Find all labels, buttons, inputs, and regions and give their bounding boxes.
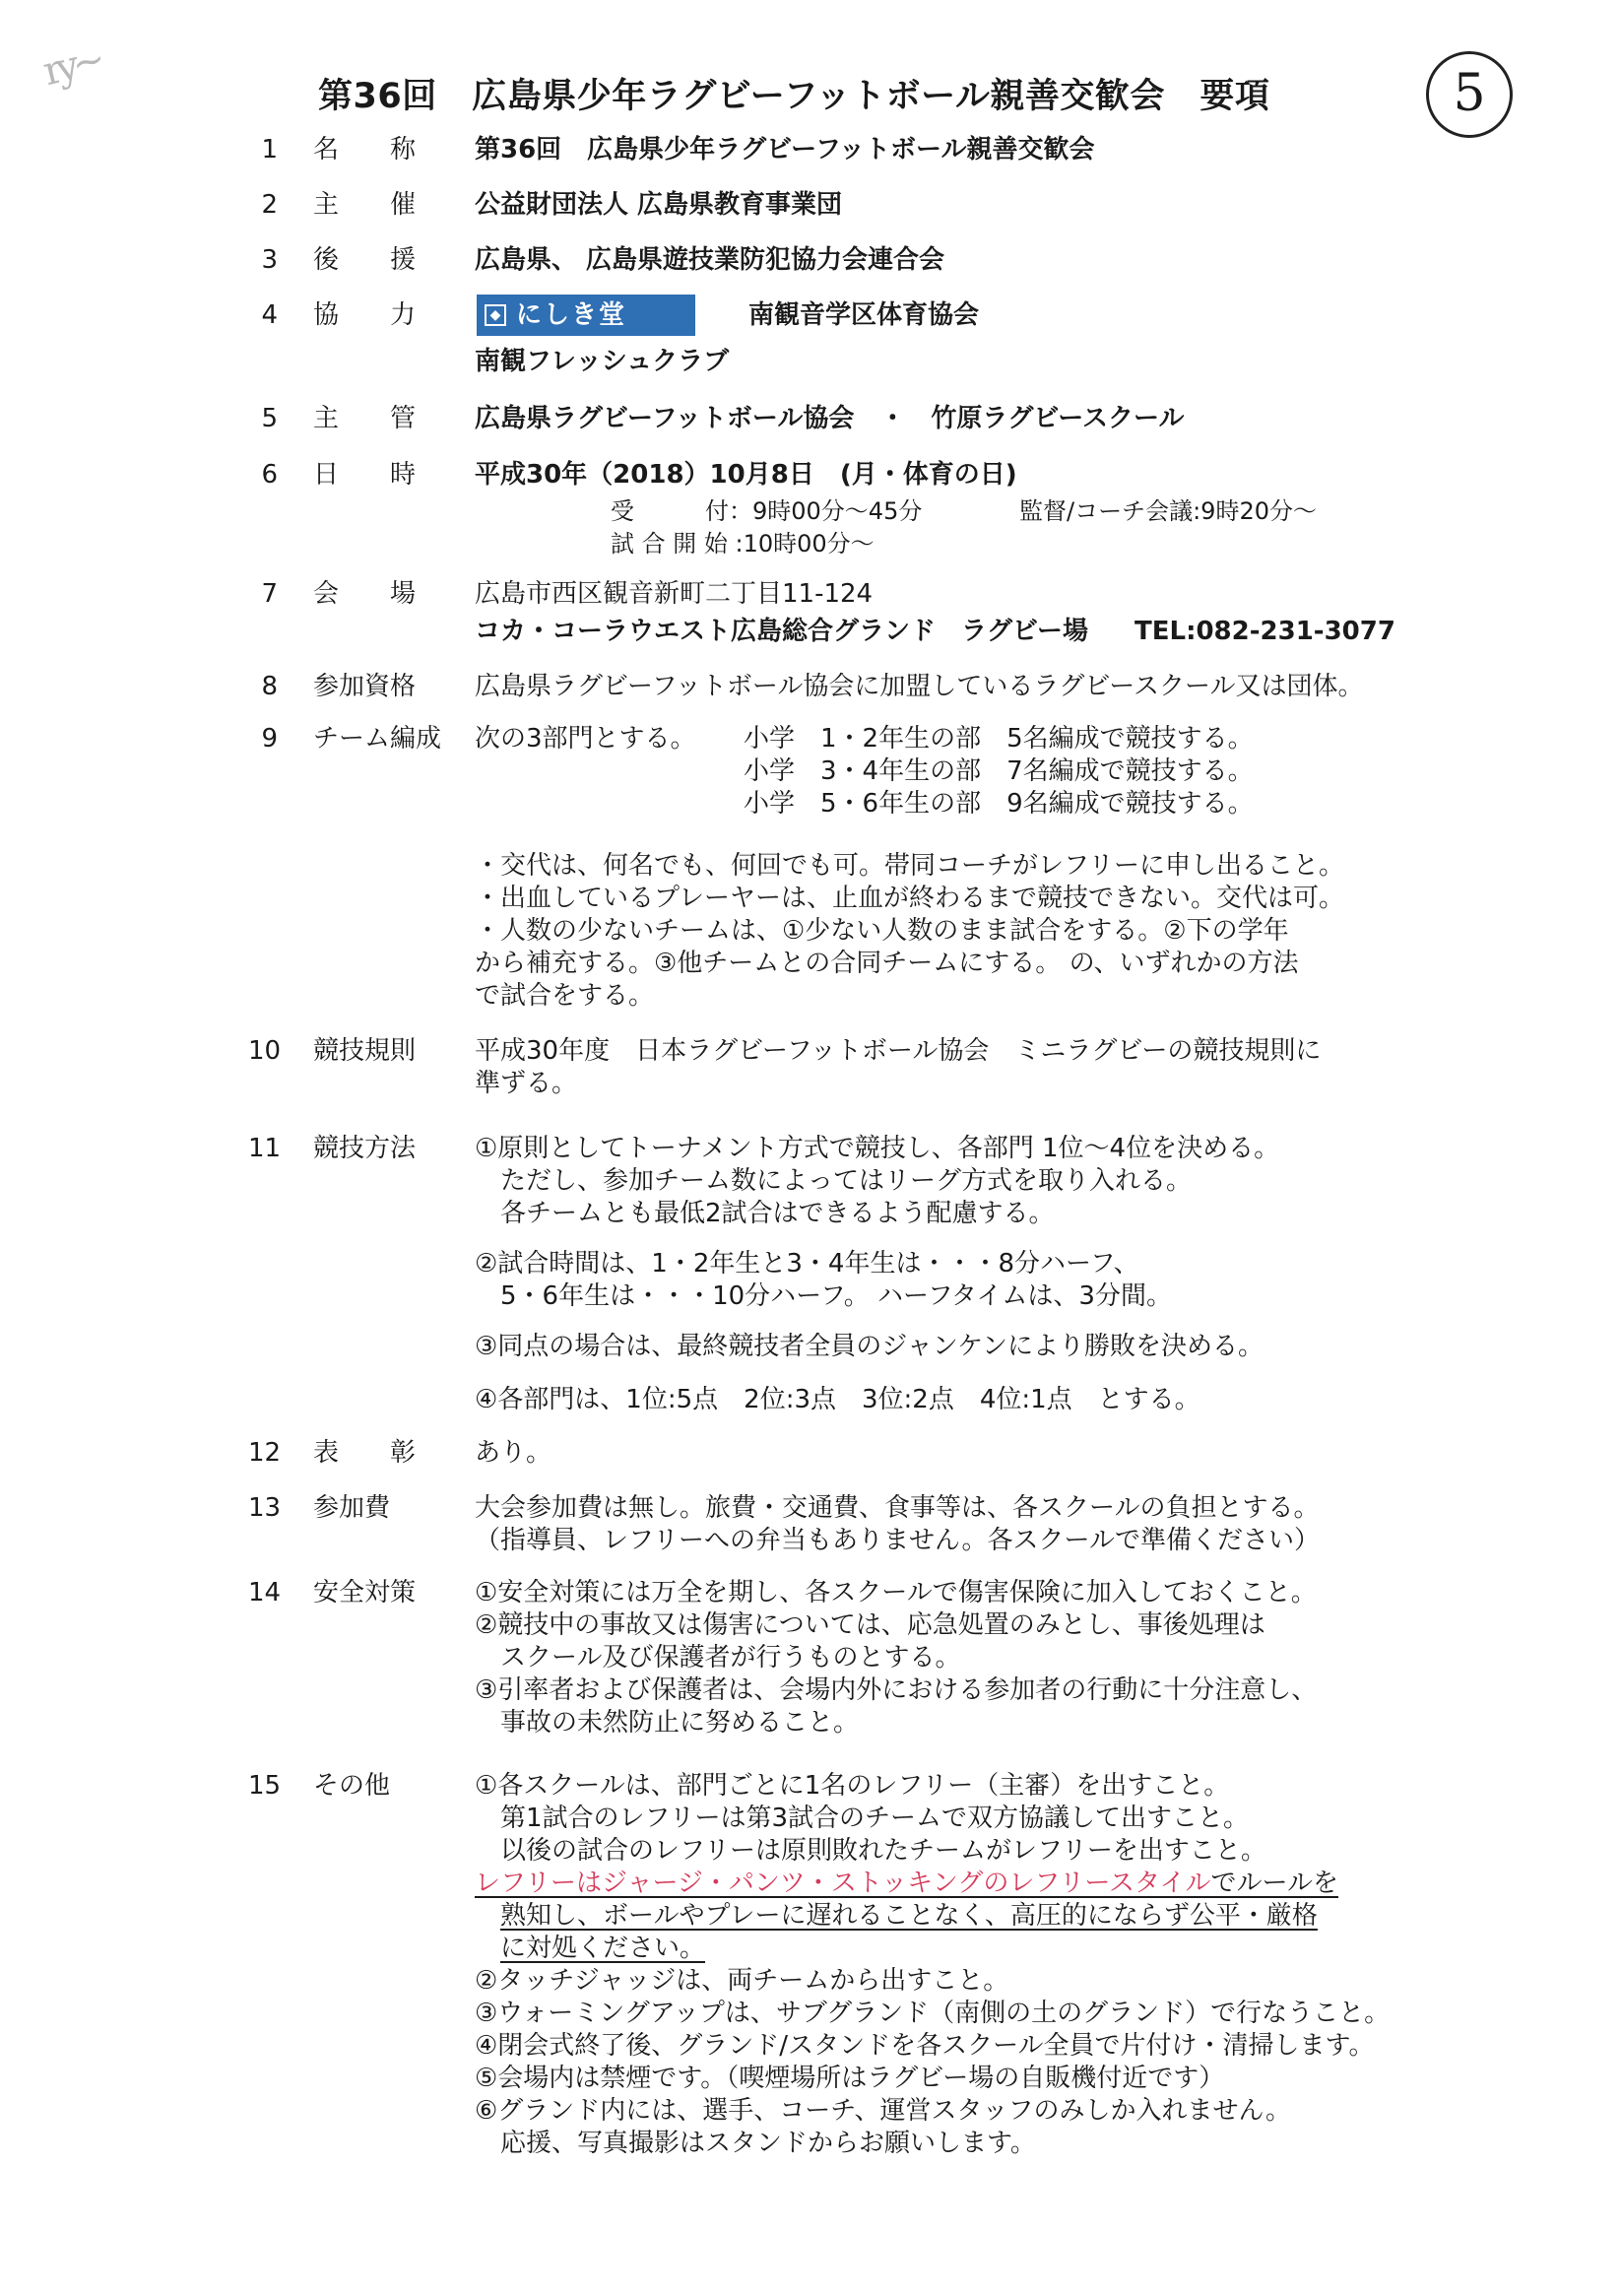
item-value: 広島県、 広島県遊技業防犯協力会連合会 <box>475 245 945 275</box>
item-line: ②試合時間は、1・2年生と3・4年生は・・・8分ハーフ、 <box>475 1249 1139 1279</box>
venue-name: コカ・コーラウエスト広島総合グランド ラグビー場 <box>475 617 1088 646</box>
item-label: 名 称 <box>313 135 417 164</box>
item-line: ③同点の場合は、最終競技者全員のジャンケンにより勝敗を決める。 <box>475 1332 1264 1361</box>
item-number: 14 <box>248 1578 282 1607</box>
item-number: 7 <box>261 579 278 609</box>
item-number: 10 <box>248 1036 282 1066</box>
item-number: 6 <box>261 460 278 490</box>
item-line: 5・6年生は・・・10分ハーフ。 ハーフタイムは、3分間。 <box>475 1281 1172 1311</box>
division-1: 小学 1・2年生の部 5名編成で競技する。 <box>744 724 1254 754</box>
item-number: 5 <box>261 404 278 433</box>
start-time: 試 合 開 始 :10時00分～ <box>611 530 875 558</box>
item-label: 競技規則 <box>313 1036 417 1066</box>
item-number: 8 <box>261 672 278 701</box>
item-label: 表 彰 <box>313 1438 417 1468</box>
item-value-2: 南観フレッシュクラブ <box>475 347 730 376</box>
item-line: ①安全対策には万全を期し、各スクールで傷害保険に加入しておくこと。 <box>475 1578 1317 1607</box>
note-line: ・交代は、何名でも、何回でも可。帯同コーチがレフリーに申し出ること。 <box>475 851 1344 881</box>
note-line: から補充する。③他チームとの合同チームにする。 の、いずれかの方法 <box>475 949 1299 978</box>
nishikido-logo-text: にしき堂 <box>516 300 627 330</box>
item-label: その他 <box>313 1771 391 1801</box>
note-line: ・人数の少ないチームは、①少ない人数のまま試合をする。②下の学年 <box>475 916 1289 946</box>
item-value: 第36回 広島県少年ラグビーフットボール親善交歓会 <box>475 135 1095 164</box>
item-line: 第1試合のレフリーは第3試合のチームで双方協議して出すこと。 <box>475 1804 1250 1833</box>
item-number: 13 <box>248 1493 282 1523</box>
item-value: 次の3部門とする。 <box>475 724 696 754</box>
item-line: ②タッチジャッジは、両チームから出すこと。 <box>475 1966 1009 1996</box>
meeting-time: 監督/コーチ会議:9時20分～ <box>1019 497 1317 525</box>
item-value: あり。 <box>475 1438 552 1468</box>
item-number: 4 <box>261 300 278 330</box>
item-line: 応援、写真撮影はスタンドからお願いします。 <box>475 2129 1036 2158</box>
item-line: ①原則としてトーナメント方式で競技し、各部門 1位～4位を決める。 <box>475 1134 1280 1163</box>
item-value: 南観音学区体育協会 <box>748 300 980 330</box>
item-number: 3 <box>261 245 278 275</box>
item-number: 11 <box>248 1134 282 1163</box>
item-line: ④各部門は、1位:5点 2位:3点 3位:2点 4位:1点 とする。 <box>475 1385 1200 1414</box>
note-line: で試合をする。 <box>475 981 655 1011</box>
page-number: 5 <box>1426 51 1513 138</box>
nishikido-logo <box>477 295 695 336</box>
item-value: 平成30年（2018）10月8日 (月・体育の日) <box>475 460 1017 490</box>
item-label: 後 援 <box>313 245 417 275</box>
item-label: 安全対策 <box>313 1578 417 1607</box>
item-label: チーム編成 <box>313 724 442 754</box>
item-label: 主 管 <box>313 404 417 433</box>
item-line: 事故の未然防止に努めること。 <box>475 1708 860 1738</box>
item-number: 2 <box>261 190 278 220</box>
item-line: ⑥グランド内には、選手、コーチ、運営スタッフのみしか入れません。 <box>475 2096 1292 2126</box>
item-line: ③ウォーミングアップは、サブグランド（南側の土のグランド）で行なうこと。 <box>475 1999 1391 2028</box>
underlined-text: でルールを <box>1210 1869 1338 1898</box>
referee-style-red-text: レフリーはジャージ・パンツ・ストッキングのレフリースタイル <box>475 1869 1211 1898</box>
item-label: 主 催 <box>313 190 417 220</box>
item-number: 15 <box>248 1771 282 1801</box>
item-line: ⑤会場内は禁煙です。（喫煙場所はラグビー場の自販機付近です） <box>475 2064 1225 2093</box>
item-line: ただし、参加チーム数によってはリーグ方式を取り入れる。 <box>475 1166 1193 1196</box>
item-line: ③引率者および保護者は、会場内外における参加者の行動に十分注意し、 <box>475 1675 1318 1705</box>
item-line: ④閉会式終了後、グランド/スタンドを各スクール全員で片付け・清掃します。 <box>475 2031 1375 2061</box>
item-value: 広島県ラグビーフットボール協会に加盟しているラグビースクール又は団体。 <box>475 672 1364 701</box>
item-line: ①各スクールは、部門ごとに1名のレフリー（主審）を出すこと。 <box>475 1771 1230 1801</box>
item-number: 1 <box>261 135 278 164</box>
item-line: 大会参加費は無し。旅費・交通費、食事等は、各スクールの負担とする。 <box>475 1493 1320 1523</box>
item-line: 準ずる。 <box>475 1069 578 1098</box>
underlined-line: に対処ください。 <box>500 1934 706 1963</box>
item-line: 以後の試合のレフリーは原則敗れたチームがレフリーを出すこと。 <box>475 1836 1266 1866</box>
nishikido-mark-icon: ◆ <box>485 304 506 326</box>
page-title: 第36回 広島県少年ラグビーフットボール親善交歓会 要項 <box>318 77 1270 116</box>
division-3: 小学 5・6年生の部 9名編成で競技する。 <box>744 789 1254 819</box>
item-label: 日 時 <box>313 460 417 490</box>
underlined-line: 熟知し、ボールやプレーに遅れることなく、高圧的にならず公平・厳格 <box>500 1901 1318 1931</box>
item-label: 協 力 <box>313 300 417 330</box>
note-line: ・出血しているプレーヤーは、止血が終わるまで競技できない。交代は可。 <box>475 884 1344 913</box>
item-line: 各チームとも最低2試合はできるよう配慮する。 <box>475 1199 1055 1228</box>
item-value: 広島県ラグビーフットボール協会 ・ 竹原ラグビースクール <box>475 404 1185 433</box>
item-label: 競技方法 <box>313 1134 417 1163</box>
venue-tel: TEL:082-231-3077 <box>1135 617 1395 646</box>
item-number: 12 <box>248 1438 282 1468</box>
item-label: 参加費 <box>313 1493 391 1523</box>
reception-time: 受 付：9時00分～45分 <box>611 497 923 525</box>
division-2: 小学 3・4年生の部 7名編成で競技する。 <box>744 756 1254 786</box>
item-line: ②競技中の事故又は傷害については、応急処置のみとし、事後処理は <box>475 1610 1265 1640</box>
item-label: 参加資格 <box>313 672 417 701</box>
pencil-mark: ry~ <box>38 36 104 96</box>
item-line: 平成30年度 日本ラグビーフットボール協会 ミニラグビーの競技規則に <box>475 1036 1322 1066</box>
item-line: （指導員、レフリーへの弁当もありません。各スクールで準備ください） <box>475 1526 1321 1555</box>
item-value: 広島市西区観音新町二丁目11-124 <box>475 579 874 609</box>
item-line: スクール及び保護者が行うものとする。 <box>475 1643 961 1673</box>
item-value: 公益財団法人 広島県教育事業団 <box>475 190 843 220</box>
item-number: 9 <box>261 724 278 754</box>
referee-style-line <box>475 1867 1338 1900</box>
item-label: 会 場 <box>313 579 417 609</box>
